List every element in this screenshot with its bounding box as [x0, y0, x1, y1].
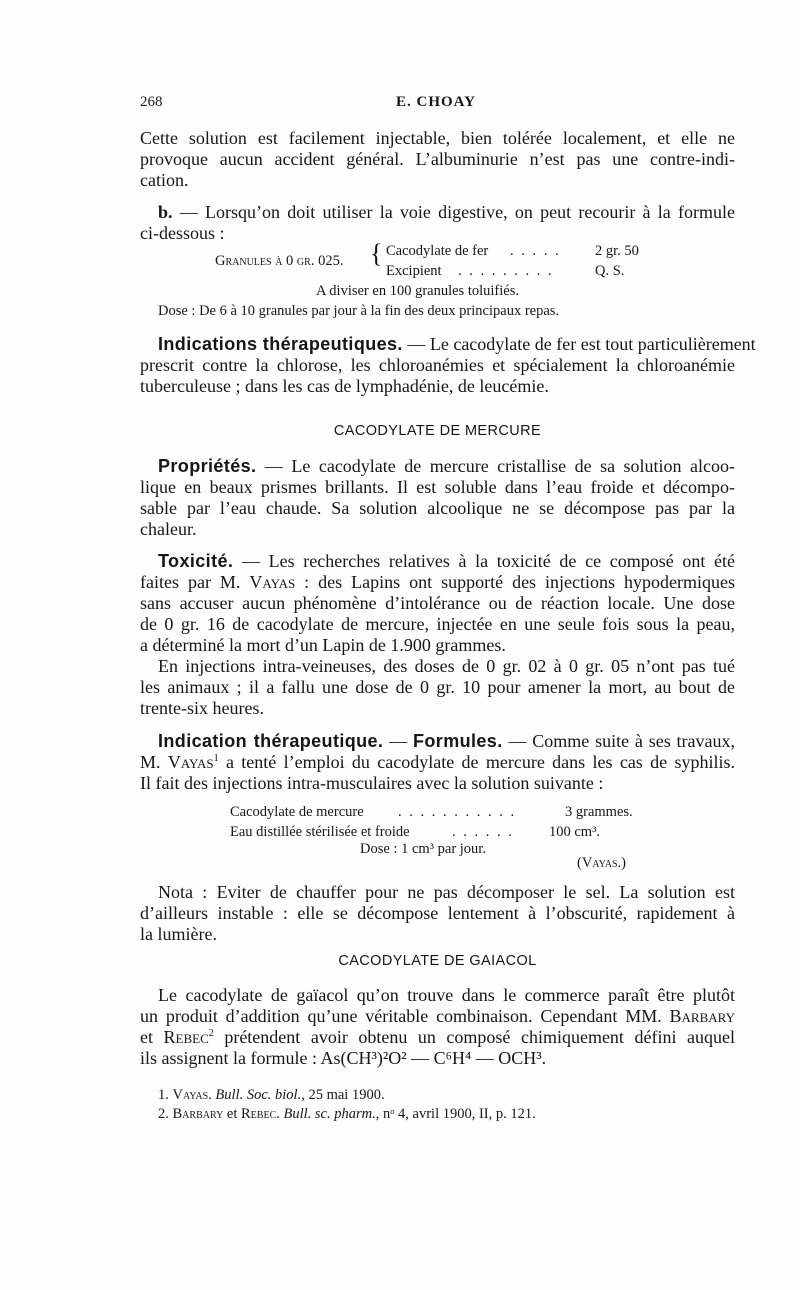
- gaiacol-line-3: et Rebec$^2$ prétendent avoir obtenu un composé chimiquement défini auquel: [140, 1027, 735, 1047]
- gaiacol-line-1: Le cacodylate de gaïacol qu’on trouve dans le commerce paraît être plutôt: [158, 985, 735, 1005]
- author-vayas: Vayas: [249, 572, 296, 592]
- mercure-row1-name: Cacodylate de mercure: [230, 804, 364, 820]
- gaiacol-line-2: un produit d’addition qu’une véritable combinaison. Cependant MM. Barbary: [140, 1006, 735, 1026]
- b-section-line-1: b. — Lorsqu’on doit utiliser la voie digestive, on peut recourir à la formule: [158, 202, 735, 222]
- mercure-row1-dots: . . . . . . . . . . .: [398, 804, 517, 820]
- toxicite-line-5: a déterminé la mort d’un Lapin de 1.900 grammes.: [140, 635, 506, 655]
- formules-heading: Formules.: [413, 731, 503, 751]
- mercure-row2-qty: 100 cm³.: [549, 824, 601, 840]
- mercure-row2-dots: . . . . . .: [452, 824, 514, 840]
- toxicite-line-1: Toxicité. — Les recherches relatives à la toxicité de ce composé ont été: [158, 551, 735, 571]
- indications-line-3: tuberculeuse ; dans les cas de lymphadénie, de leucémie.: [140, 376, 549, 396]
- gaiacol-line-4: ils assignent la formule : As(CH³)²O² — C⁶H⁴ — OCH³.: [140, 1048, 547, 1068]
- mercure-source: (Vayas.): [577, 855, 626, 871]
- toxicite-line-4: de 0 gr. 16 de cacodylate de mercure, injectée en une seule fois sous la peau,: [140, 614, 735, 634]
- nota-line-3: la lumière.: [140, 924, 217, 944]
- proprietes-line-1: Propriétés. — Le cacodylate de mercure cristallise de sa solution alcoo-: [158, 456, 735, 476]
- granules-row1-dots: . . . . .: [510, 243, 561, 259]
- mercure-row1-qty: 3 grammes.: [565, 804, 633, 820]
- intro-line-2: provoque aucun accident général. L’albuminurie n’est pas une contre-indi-: [140, 149, 735, 169]
- author-barbary: Barbary: [669, 1006, 735, 1026]
- mercure-dose: Dose : 1 cm³ par jour.: [360, 841, 486, 857]
- toxicite-line-3: sans accuser aucun phénomène d’intolérance ou de réaction locale. Une dose: [140, 593, 735, 613]
- mercure-row2-name: Eau distillée stérilisée et froide: [230, 824, 410, 840]
- running-title: E. CHOAY: [396, 94, 476, 110]
- toxicite-line-8: trente-six heures.: [140, 698, 264, 718]
- indication-line-1: Indication thérapeutique. — Formules. — Comme suite à ses travaux,: [158, 731, 736, 751]
- granules-divide: A diviser en 100 granules toluifiés.: [316, 283, 519, 299]
- section-title-gaiacol: CACODYLATE DE GAIACOL: [338, 953, 537, 969]
- proprietes-line-3: sable par l’eau chaude. Sa solution alcoolique ne se décompose pas par la: [140, 498, 735, 518]
- granules-row1-name: Cacodylate de fer: [386, 243, 489, 259]
- indications-line-1: Indications thérapeutiques. — Le cacodylate de fer est tout particulièrement: [158, 334, 756, 354]
- brace-granules: {: [370, 239, 383, 268]
- author-rebec: Rebec: [163, 1027, 209, 1047]
- intro-line-3: cation.: [140, 170, 189, 190]
- nota-line-2: d’ailleurs instable : elle se décompose lentement à l’obscurité, rapidement à: [140, 903, 735, 923]
- toxicite-heading: Toxicité.: [158, 551, 234, 571]
- indication-line-3: Il fait des injections intra-musculaires avec la solution suivante :: [140, 773, 604, 793]
- footnote-1: 1. Vayas. Bull. Soc. biol., 25 mai 1900.: [158, 1087, 385, 1103]
- indication-heading: Indication thérapeutique.: [158, 731, 384, 751]
- indications-heading: Indications thérapeutiques.: [158, 334, 403, 354]
- granules-row2-qty: Q. S.: [595, 263, 625, 279]
- section-title-mercure: CACODYLATE DE MERCURE: [333, 423, 542, 439]
- nota-line-1: Nota : Eviter de chauffer pour ne pas décomposer le sel. La solution est: [158, 882, 735, 902]
- granules-row2-dots: . . . . . . . . .: [458, 263, 554, 279]
- indications-line-2: prescrit contre la chlorose, les chloroanémies et spécialement la chloroanémie: [140, 355, 735, 375]
- toxicite-line-2: faites par M. Vayas : des Lapins ont supporté des injections hypodermiques: [140, 572, 735, 592]
- intro-line-1: Cette solution est facilement injectable, bien tolérée localement, et elle ne: [140, 128, 735, 148]
- granules-row1-qty: 2 gr. 50: [595, 243, 639, 259]
- b-section-lead: b.: [158, 202, 173, 222]
- toxicite-line-6: En injections intra-veineuses, des doses de 0 gr. 02 à 0 gr. 05 n’ont pas tué: [158, 656, 735, 676]
- proprietes-heading: Propriétés.: [158, 456, 257, 476]
- page-number: 268: [140, 94, 163, 110]
- b-section-line-2: ci-dessous :: [140, 223, 225, 243]
- toxicite-line-7: les animaux ; il a fallu une dose de 0 gr. 10 pour amener la mort, au bout de: [140, 677, 735, 697]
- footnote-2: 2. Barbary et Rebec. Bull. sc. pharm., nᵒ 4, avril 1900, II, p. 121.: [158, 1106, 536, 1122]
- granules-row2-name: Excipient: [386, 263, 442, 279]
- proprietes-line-4: chaleur.: [140, 519, 197, 539]
- granules-dose: Dose : De 6 à 10 granules par jour à la fin des deux principaux repas.: [158, 303, 560, 319]
- granules-label: Granules à 0 gr. 025.: [215, 253, 344, 269]
- proprietes-line-2: lique en beaux prismes brillants. Il est soluble dans l’eau froide et décompo-: [140, 477, 735, 497]
- indication-line-2: M. Vayas$^1$ a tenté l’emploi du cacodylate de mercure dans les cas de syphilis.: [140, 752, 735, 772]
